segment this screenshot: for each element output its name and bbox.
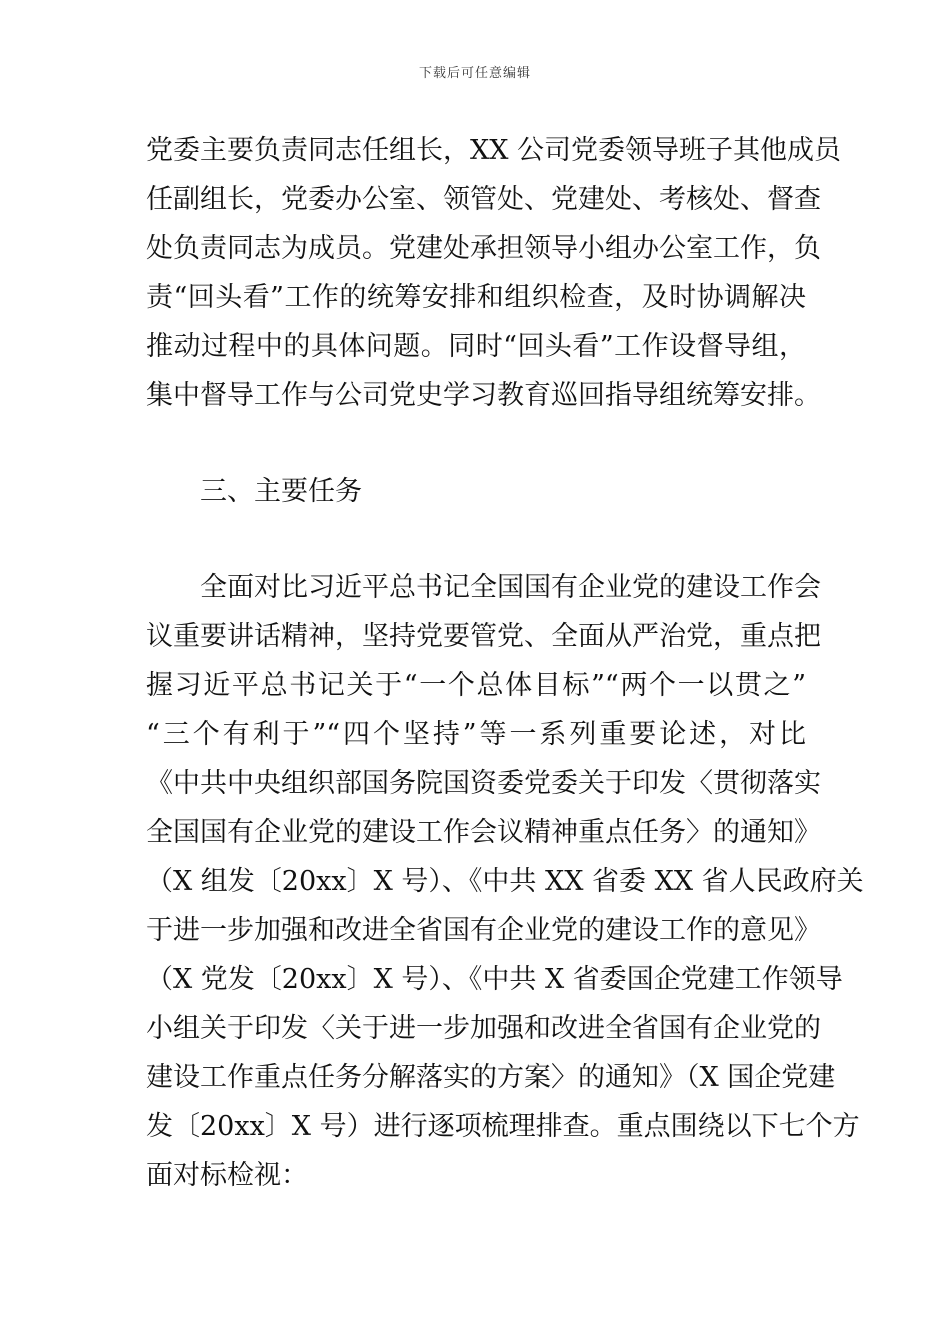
page-header: 下载后可任意编辑 [418, 66, 531, 81]
paragraph-line: 处负责同志为成员。党建处承担领导小组办公室工作，负 [146, 233, 821, 264]
paragraph-line: 全国国有企业党的建设工作会议精神重点任务〉的通知》 [146, 817, 821, 848]
spacer [146, 420, 806, 467]
paragraph-line: 面对标检视： [146, 1160, 308, 1191]
paragraph-line: 发〔20xx〕X 号）进行逐项梳理排查。重点围绕以下七个方 [146, 1111, 860, 1142]
paragraph-line: 集中督导工作与公司党史学习教育巡回指导组统筹安排。 [146, 380, 821, 411]
document-body [146, 126, 864, 1200]
paragraph-main-tasks [146, 563, 864, 1200]
paragraph-line: 责“回头看”工作的统筹安排和组织检查，及时协调解决 [146, 282, 806, 313]
paragraph-line: 议重要讲话精神，坚持党要管党、全面从严治党，重点把 [146, 621, 821, 652]
paragraph-line: 于进一步加强和改进全省国有企业党的建设工作的意见》 [146, 915, 821, 946]
paragraph-line: 党委主要负责同志任组长，XX 公司党委领导班子其他成员 [146, 135, 842, 166]
paragraph-line: 小组关于印发〈关于进一步加强和改进全省国有企业党的 [146, 1013, 821, 1044]
paragraph-line: 全面对比习近平总书记全国国有企业党的建设工作会 [200, 572, 821, 603]
paragraph-line: 《中共中央组织部国务院国资委党委关于印发〈贯彻落实 [146, 768, 821, 799]
paragraph-line: 建设工作重点任务分解落实的方案〉的通知》（X 国企党建 [146, 1062, 836, 1093]
paragraph-line: （X 组发〔20xx〕X 号）、《中共 XX 省委 XX 省人民政府关 [146, 866, 864, 897]
paragraph-line: 任副组长，党委办公室、领管处、党建处、考核处、督查 [146, 184, 821, 215]
paragraph-line: “三个有利于”“四个坚持”等一系列重要论述，对比 [146, 719, 806, 750]
paragraph-leadership-group [146, 126, 842, 420]
spacer [146, 516, 806, 563]
paragraph-line: 推动过程中的具体问题。同时“回头看”工作设督导组， [146, 331, 806, 362]
paragraph-line: 握习近平总书记关于“一个总体目标”“两个一以贯之” [146, 670, 806, 701]
paragraph-line: （X 党发〔20xx〕X 号）、《中共 X 省委国企党建工作领导 [146, 964, 843, 995]
section-heading: 三、主要任务 [200, 476, 362, 507]
